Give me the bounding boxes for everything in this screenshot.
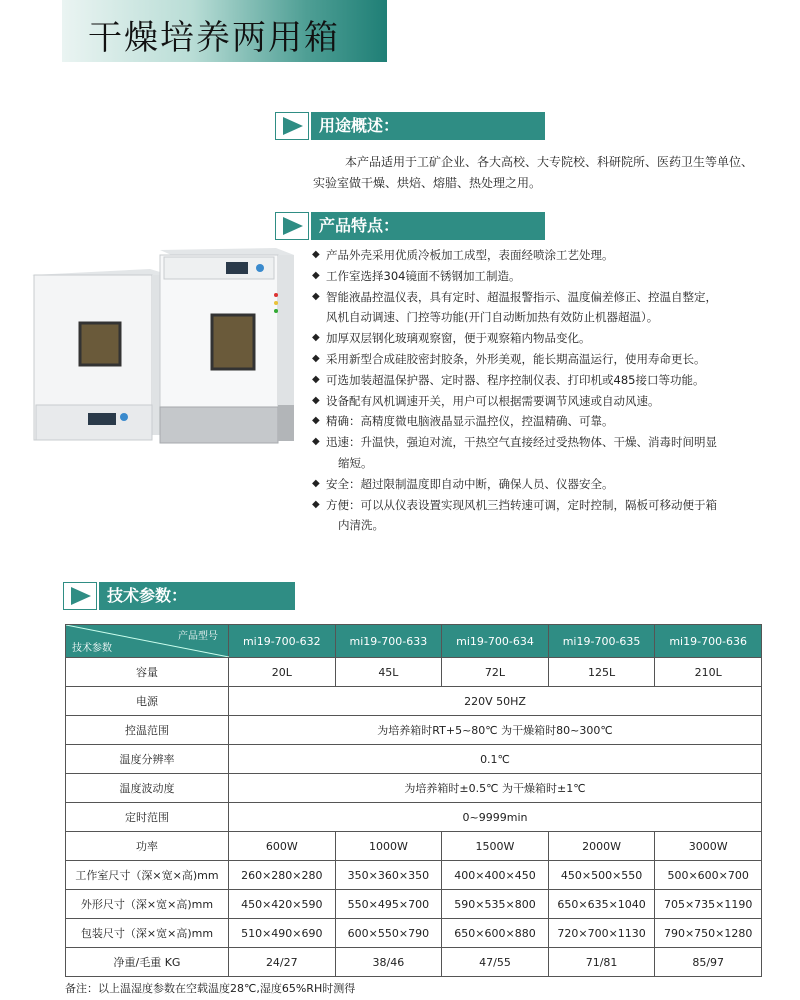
table-corner-cell: 产品型号 技术参数 [66,625,229,658]
section-usage-header [275,112,545,140]
bullet-diamond-icon: ◆ [312,498,320,510]
section-specs-title: 技术参数： [99,582,295,610]
page-title: 干燥培养两用箱 [88,18,340,58]
table-row: 包装尺寸（深×宽×高)mm 510×490×690 600×550×790 650×600×880 720×700×1130 790×750×1280 [66,919,762,948]
feature-item: ◆ 智能液晶控温仪表，具有定时、超温报警指示、温度偏差修正、控温自整定， 风机自动调速、门控等功能(开门自动断加热有效防止机器超温）。 [312,287,782,329]
usage-line-2: 实验室做干燥、烘焙、熔腊、热处理之用。 [313,176,542,190]
model-header: mi19-700-633 [335,625,442,658]
footnote: 备注：以上温湿度参数在空载温度28℃,湿度65%RH时测得 [65,982,356,995]
table-row: 电源 220V 50HZ [66,687,762,716]
arrow-icon [63,582,97,610]
table-row: 控温范围 为培养箱时RT+5~80℃ 为干燥箱时80~300℃ [66,716,762,745]
feature-item: ◆ 加厚双层钢化玻璃观察窗，便于观察箱内物品变化。 [312,328,782,349]
feature-item: ◆ 设备配有风机调速开关，用户可以根据需要调节风速或自动风速。 [312,391,782,412]
table-row: 定时范围 0~9999min [66,803,762,832]
bullet-diamond-icon: ◆ [312,290,320,302]
feature-item: ◆ 迅速：升温快，强迫对流，干热空气直接经过受热物体、干燥、消毒时间明显 缩短。 [312,432,782,474]
table-row: 温度波动度 为培养箱时±0.5℃ 为干燥箱时±1℃ [66,774,762,803]
feature-item: ◆ 精确：高精度微电脑液晶显示温控仪，控温精确、可靠。 [312,411,782,432]
feature-list [312,245,782,536]
bullet-diamond-icon: ◆ [312,415,320,427]
feature-item: ◆ 方便：可以从仪表设置实现风机三挡转速可调，定时控制，隔板可移动便于箱 内清洗。 [312,495,782,537]
usage-line-1: 本产品适用于工矿企业、各大高校、大专院校、科研院所、医药卫生等单位、 [345,155,754,169]
feature-item: ◆ 产品外壳采用优质冷板加工成型，表面经喷涂工艺处理。 [312,245,782,266]
bullet-diamond-icon: ◆ [312,332,320,344]
table-row: 外形尺寸（深×宽×高)mm 450×420×590 550×495×700 590×535×800 650×635×1040 705×735×1190 [66,890,762,919]
bullet-diamond-icon: ◆ [312,352,320,364]
model-header: mi19-700-635 [548,625,655,658]
spec-table [65,624,762,977]
feature-item: ◆ 可选加装超温保护器、定时器、程序控制仪表、打印机或485接口等功能。 [312,370,782,391]
model-header: mi19-700-636 [655,625,762,658]
feature-item: ◆ 安全：超过限制温度即自动中断，确保人员、仪器安全。 [312,474,782,495]
bullet-diamond-icon: ◆ [312,436,320,448]
table-row: 工作室尺寸（深×宽×高)mm 260×280×280 350×360×350 400×400×450 450×500×550 500×600×700 [66,861,762,890]
bullet-diamond-icon: ◆ [312,249,320,260]
model-header: mi19-700-632 [229,625,336,658]
bullet-diamond-icon: ◆ [312,269,320,281]
section-features-header [275,212,545,240]
model-header: mi19-700-634 [442,625,549,658]
table-row: 容量 20L 45L 72L 125L 210L [66,658,762,687]
arrow-icon [275,112,309,140]
arrow-icon [275,212,309,240]
table-row: 功率 600W 1000W 1500W 2000W 3000W [66,832,762,861]
bullet-diamond-icon: ◆ [312,373,320,385]
bullet-diamond-icon: ◆ [312,394,320,406]
section-usage-title: 用途概述： [311,112,545,140]
oven-product-image [30,245,295,445]
feature-item: ◆ 采用新型合成硅胶密封胶条，外形美观，能长期高温运行，使用寿命更长。 [312,349,782,370]
table-row: 温度分辨率 0.1℃ [66,745,762,774]
section-specs-header [63,582,295,610]
table-header-row [66,625,762,658]
bullet-diamond-icon: ◆ [312,477,320,489]
section-features-title: 产品特点： [311,212,545,240]
table-row: 净重/毛重 KG 24/27 38/46 47/55 71/81 85/97 [66,948,762,977]
feature-item: ◆ 工作室选择304镜面不锈钢加工制造。 [312,266,782,287]
